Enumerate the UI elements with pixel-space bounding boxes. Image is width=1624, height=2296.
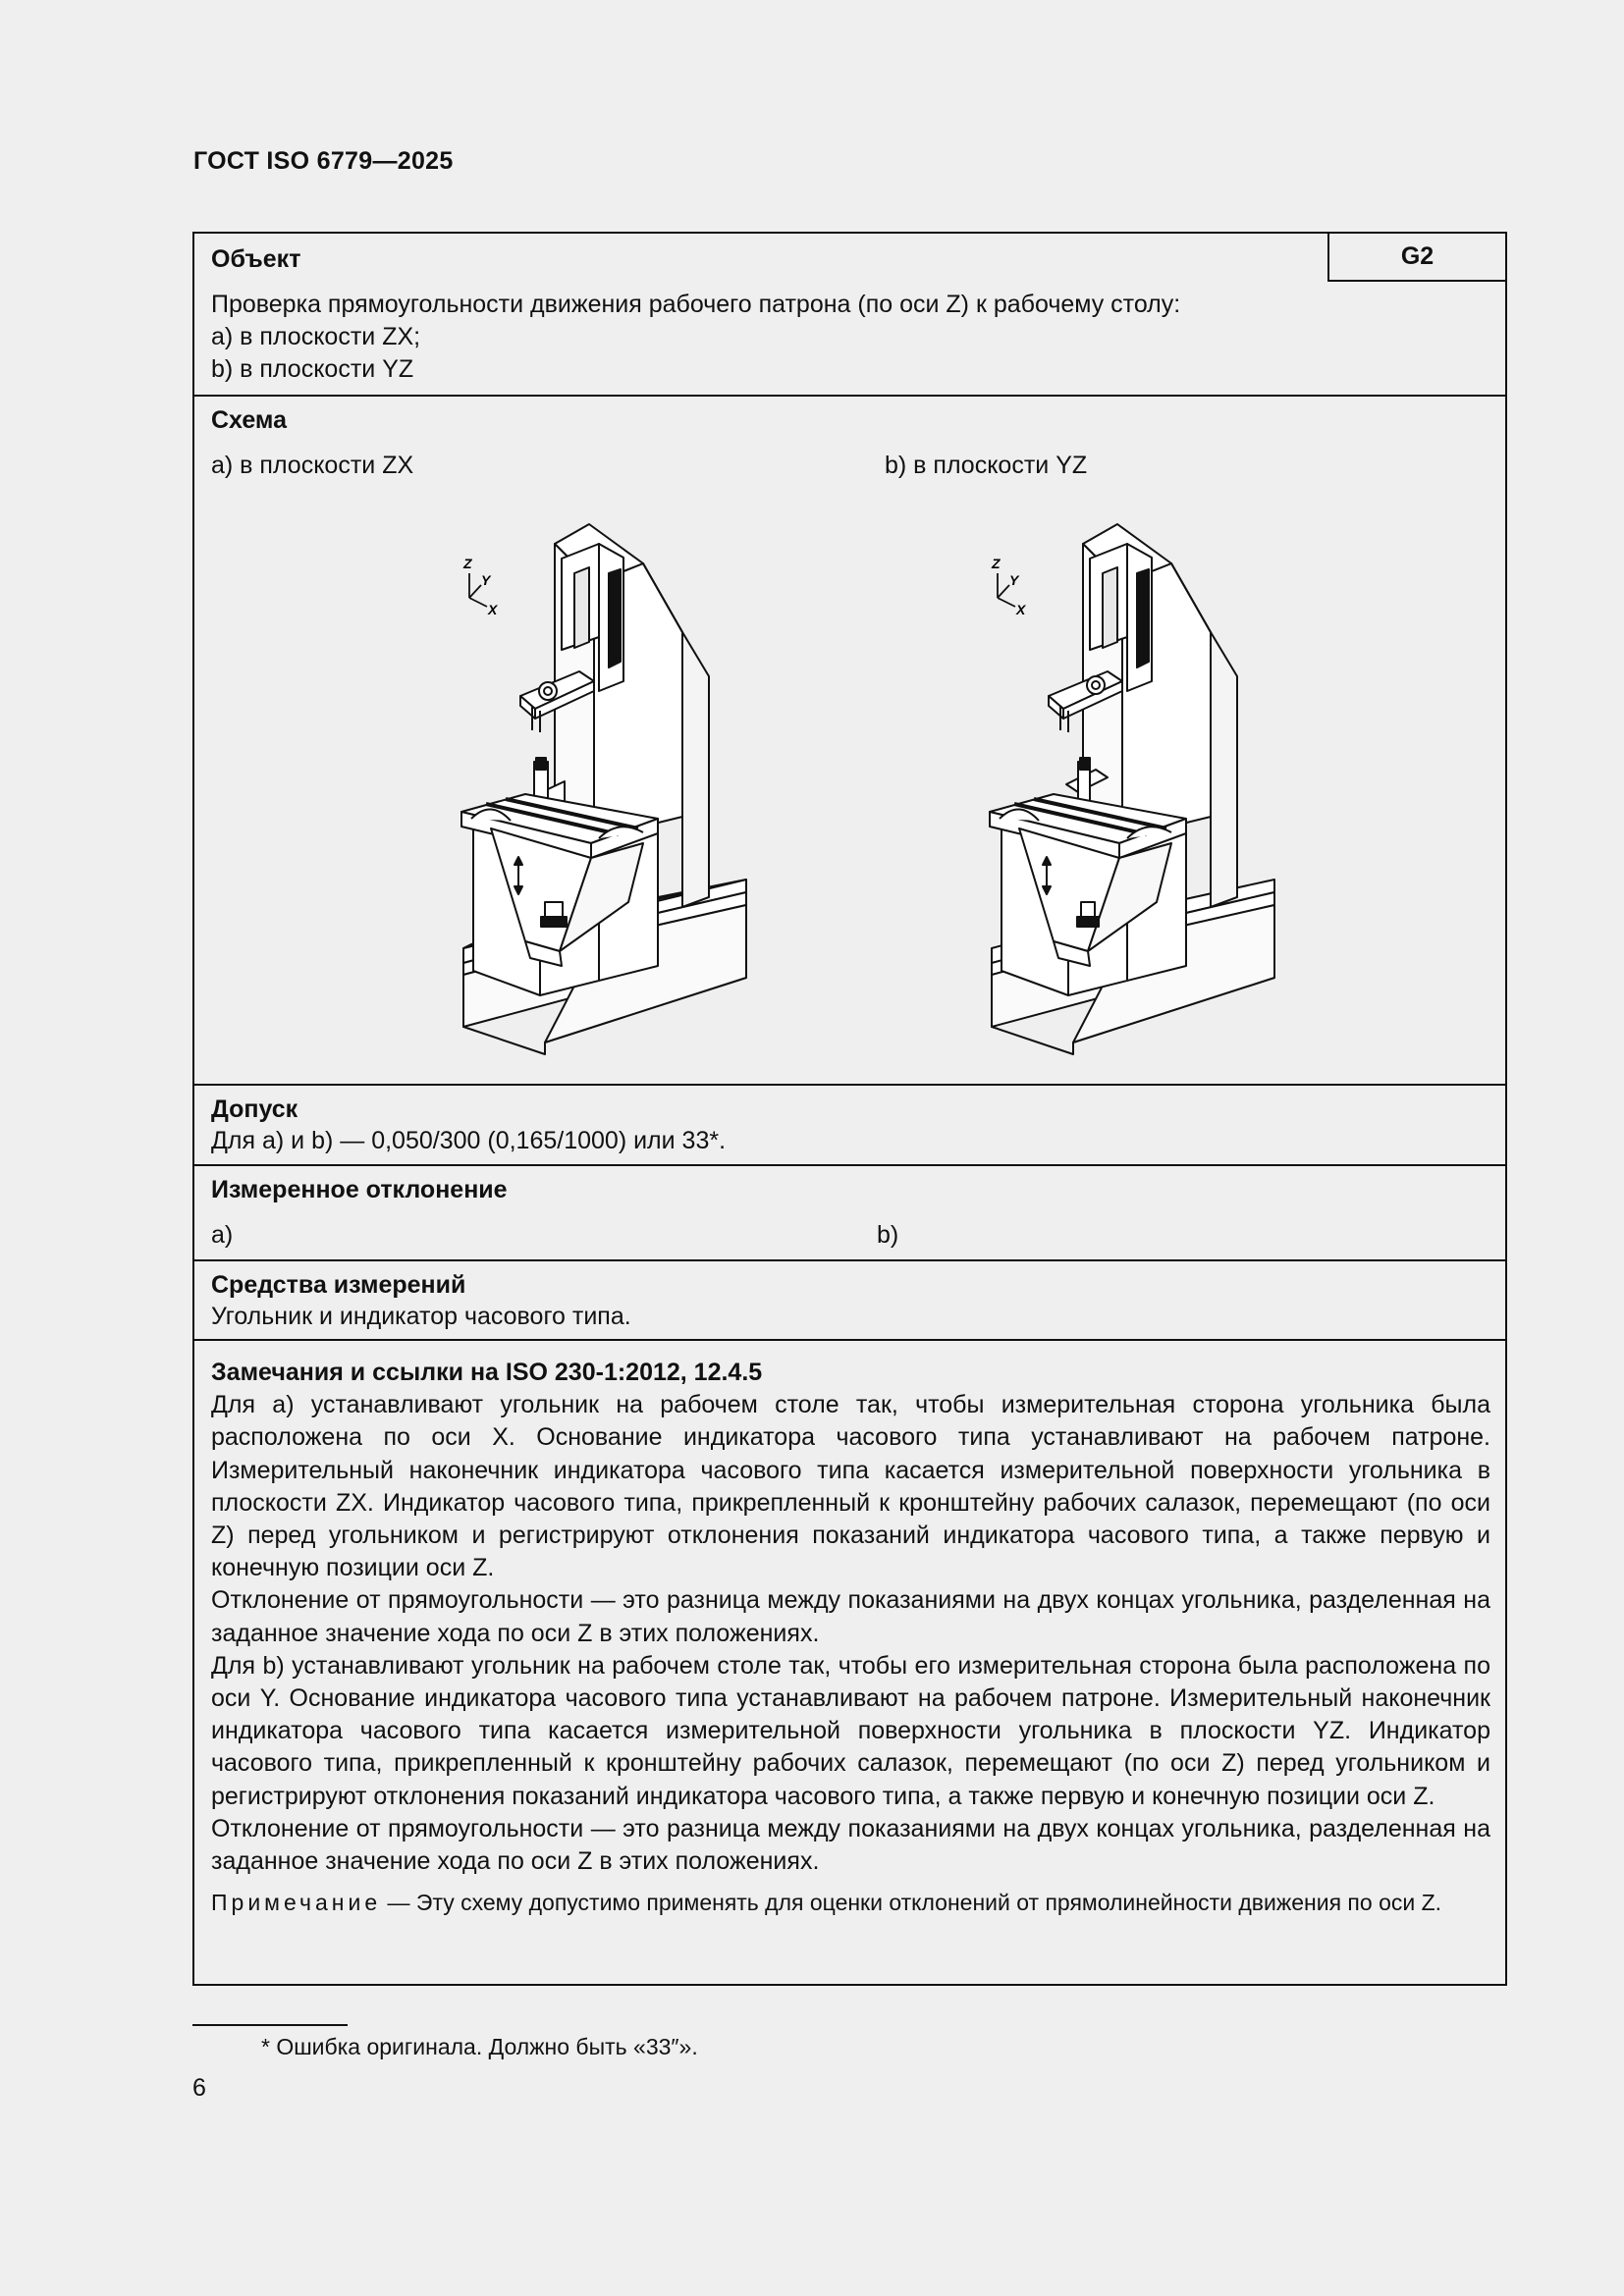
instruments-label: Средства измерений [211, 1271, 466, 1299]
axis-x-label: X [1016, 602, 1026, 617]
scheme-label: Схема [211, 406, 287, 434]
machine-diagram-a [452, 505, 766, 1084]
page-number: 6 [192, 2074, 206, 2102]
tolerance-label: Допуск [211, 1095, 298, 1123]
scheme-section [194, 397, 1505, 1086]
object-section [194, 234, 1505, 397]
note-text: — Эту схему допустимо применять для оценки отклонений от прямолинейности движения по оси Z. [381, 1890, 1442, 1916]
test-card-table [192, 232, 1507, 1986]
footnote: * Ошибка оригинала. Должно быть «33″». [261, 2034, 698, 2059]
deviation-label: Измеренное отклонение [211, 1176, 508, 1203]
remarks-paragraph-4: Отклонение от прямоугольности — это разница между показаниями на двух концах угольника, разделенная на заданное значение хода по оси Z в этих положениях. [211, 1814, 1490, 1876]
object-description: Проверка прямоугольности движения рабочего патрона (по оси Z) к рабочему столу: [211, 291, 1181, 318]
tolerance-text: Для a) и b) — 0,050/300 (0,165/1000) или 33*. [211, 1127, 727, 1154]
object-item-a: a) в плоскости ZX; [211, 323, 421, 350]
remarks-paragraph-1: Для a) устанавливают угольник на рабочем столе так, чтобы измерительная сторона угольника была расположена по оси X. Основание индикатора часового типа устанавливают на рабочем патроне. Измерительный наконечник индикатора часового типа касается измерительной поверхности угольника в плоскости ZX. Индикатор часового типа, прикрепленный к кронштейну рабочих салазок, перемещают (по оси Z) перед угольником и регистрируют отклонения показаний индикатора часового типа, а также первую и конечную позиции оси Z. [211, 1391, 1490, 1582]
axis-z-label: Z [992, 556, 1001, 571]
scheme-caption-b: b) в плоскости YZ [885, 452, 1088, 479]
deviation-a: a) [211, 1221, 234, 1249]
note-label: Примечание [211, 1890, 382, 1916]
remarks-paragraph-3: Для b) устанавливают угольник на рабочем столе так, чтобы его измерительная сторона была расположена по оси Y. Основание индикатора часового типа устанавливают на рабочем патроне. Измерительный наконечник индикатора часового типа касается измерительной поверхности угольника в плоскости YZ. Индикатор часового типа, прикрепленный к кронштейну рабочих салазок, перемещают (по оси Z) перед угольником и регистрируют отклонения показаний индикатора часового типа, а также первую и конечную позиции оси Z. [211, 1651, 1490, 1810]
scheme-caption-a: a) в плоскости ZX [211, 452, 414, 479]
test-id-box: G2 [1327, 234, 1505, 282]
axis-z-label: Z [463, 556, 472, 571]
axis-y-label: Y [1009, 572, 1019, 588]
axis-x-label: X [488, 602, 498, 617]
object-item-b: b) в плоскости YZ [211, 355, 414, 383]
axis-y-label: Y [481, 572, 491, 588]
remarks-section [194, 1341, 1505, 1984]
machine-diagram-b [980, 505, 1294, 1084]
instruments-text: Угольник и индикатор часового типа. [211, 1303, 631, 1330]
remarks-note [211, 1888, 1490, 1918]
remarks-label: Замечания и ссылки на ISO 230-1:2012, 12.4.5 [211, 1359, 763, 1386]
object-label: Объект [211, 245, 301, 273]
deviation-b: b) [877, 1221, 899, 1249]
tolerance-section [194, 1086, 1505, 1166]
document-header: ГОСТ ISO 6779—2025 [193, 147, 454, 175]
footnote-rule [192, 2024, 348, 2026]
deviation-section [194, 1166, 1505, 1261]
instruments-section [194, 1261, 1505, 1341]
remarks-paragraph-2: Отклонение от прямоугольности — это разница между показаниями на двух концах угольника, разделенная на заданное значение хода по оси Z в этих положениях. [211, 1586, 1490, 1647]
